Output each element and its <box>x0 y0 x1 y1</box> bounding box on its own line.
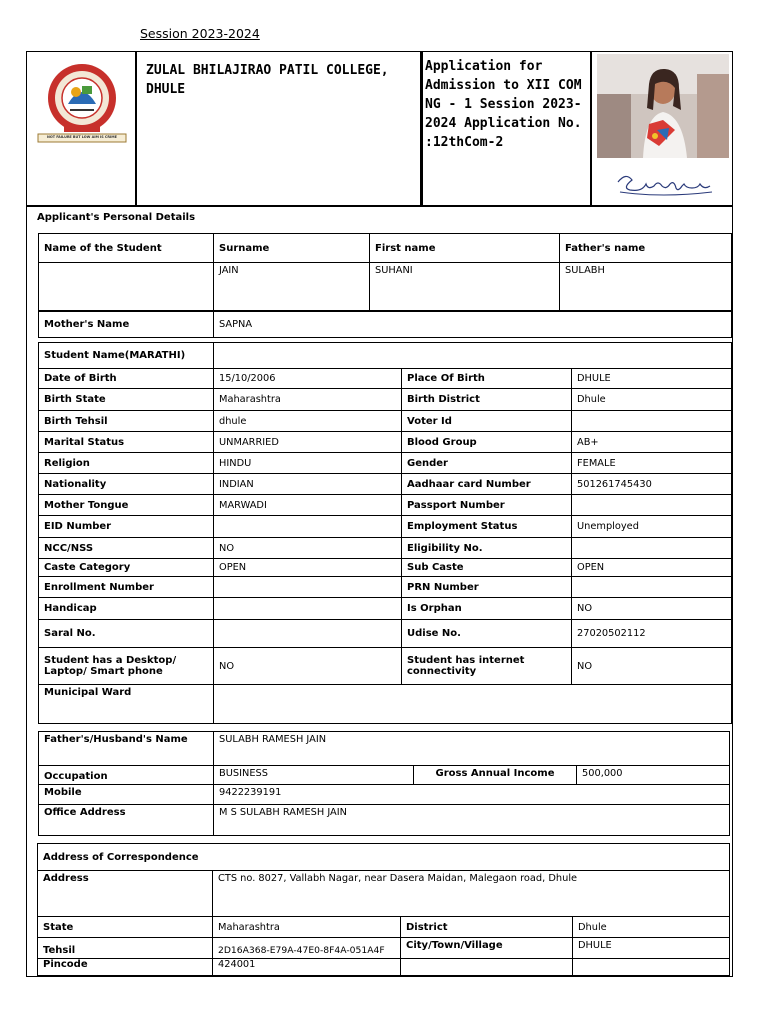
detail-value: Unemployed <box>572 516 732 538</box>
detail-value: AB+ <box>572 432 732 453</box>
student-signature <box>612 168 722 198</box>
detail-label: Blood Group <box>402 432 572 453</box>
detail-value <box>572 411 732 432</box>
detail-row <box>39 389 732 411</box>
office-address-label: Office Address <box>39 805 214 836</box>
mother-name-value: SAPNA <box>214 311 732 338</box>
mother-name-label: Mother's Name <box>39 311 214 338</box>
pincode-label: Pincode <box>38 959 213 976</box>
name-of-student-label: Name of the Student <box>39 234 214 263</box>
detail-label: Birth District <box>402 389 572 411</box>
detail-value <box>214 516 402 538</box>
logo-motto: NOT FAILURE BUT LOW AIM IS CRIME <box>47 135 117 139</box>
state-label: State <box>38 917 213 938</box>
detail-row <box>39 474 732 495</box>
occupation-label: Occupation <box>39 766 214 785</box>
detail-label: Student has a Desktop/ Laptop/ Smart phone <box>39 648 214 685</box>
detail-row <box>39 432 732 453</box>
detail-value: UNMARRIED <box>214 432 402 453</box>
father-table <box>38 731 730 836</box>
municipal-ward-label: Municipal Ward <box>39 685 214 724</box>
detail-value: NO <box>214 538 402 559</box>
detail-value <box>214 620 402 648</box>
detail-label: PRN Number <box>402 577 572 598</box>
address-table <box>37 843 730 976</box>
personal-details-title: Applicant's Personal Details <box>37 212 196 223</box>
office-address-value: M S SULABH RAMESH JAIN <box>214 805 730 836</box>
pincode-value: 424001 <box>213 959 401 976</box>
father-name-value: SULABH RAMESH JAIN <box>214 732 730 766</box>
detail-value: OPEN <box>214 559 402 577</box>
district-label: District <box>401 917 573 938</box>
address-label: Address <box>38 871 213 917</box>
detail-row <box>39 411 732 432</box>
college-logo <box>30 56 134 204</box>
fathername-value: SULABH <box>560 263 732 312</box>
detail-label: Marital Status <box>39 432 214 453</box>
detail-label: Is Orphan <box>402 598 572 620</box>
detail-row <box>39 598 732 620</box>
tehsil-value: 2D16A368-E79A-47E0-8F4A-051A4F <box>213 938 401 959</box>
state-value: Maharashtra <box>213 917 401 938</box>
fathername-label: Father's name <box>560 234 732 263</box>
detail-value <box>214 577 402 598</box>
detail-row <box>39 369 732 389</box>
mobile-value: 9422239191 <box>214 785 730 805</box>
detail-label: Passport Number <box>402 495 572 516</box>
detail-value: Dhule <box>572 389 732 411</box>
marathi-name-label: Student Name(MARATHI) <box>39 343 214 369</box>
detail-value: OPEN <box>572 559 732 577</box>
detail-label: Mother Tongue <box>39 495 214 516</box>
father-name-label: Father's/Husband's Name <box>39 732 214 766</box>
detail-label: Udise No. <box>402 620 572 648</box>
detail-label: EID Number <box>39 516 214 538</box>
detail-row <box>39 516 732 538</box>
detail-value: 15/10/2006 <box>214 369 402 389</box>
income-value: 500,000 <box>577 766 730 785</box>
detail-row <box>39 577 732 598</box>
detail-value: FEMALE <box>572 453 732 474</box>
detail-label: Sub Caste <box>402 559 572 577</box>
detail-value: NO <box>572 648 732 685</box>
detail-label: Date of Birth <box>39 369 214 389</box>
detail-label: Religion <box>39 453 214 474</box>
detail-label: Handicap <box>39 598 214 620</box>
detail-value: NO <box>572 598 732 620</box>
city-label: City/Town/Village <box>401 938 573 959</box>
detail-value <box>572 577 732 598</box>
city-value: DHULE <box>573 938 730 959</box>
address-section-title: Address of Correspondence <box>38 844 730 871</box>
detail-label: Aadhaar card Number <box>402 474 572 495</box>
detail-row <box>39 648 732 685</box>
name-table <box>38 233 732 312</box>
mother-table <box>38 310 732 338</box>
detail-label: Birth State <box>39 389 214 411</box>
surname-label: Surname <box>214 234 370 263</box>
occupation-value: BUSINESS <box>214 766 414 785</box>
detail-value: INDIAN <box>214 474 402 495</box>
detail-label: Voter Id <box>402 411 572 432</box>
detail-value: 501261745430 <box>572 474 732 495</box>
surname-value: JAIN <box>214 263 370 312</box>
detail-value: 27020502112 <box>572 620 732 648</box>
detail-row <box>39 559 732 577</box>
application-title: Application for Admission to XII COM NG - 1 Session 2023-2024 Application No. :12thCom-2 <box>425 59 582 150</box>
address-value: CTS no. 8027, Vallabh Nagar, near Dasera Maidan, Malegaon road, Dhule <box>213 871 730 917</box>
detail-label: Employment Status <box>402 516 572 538</box>
detail-row <box>39 538 732 559</box>
student-photo <box>597 54 729 158</box>
detail-label: NCC/NSS <box>39 538 214 559</box>
income-label: Gross Annual Income <box>414 766 577 785</box>
detail-value <box>214 598 402 620</box>
detail-row <box>39 620 732 648</box>
detail-row <box>39 453 732 474</box>
detail-label: Saral No. <box>39 620 214 648</box>
detail-value: DHULE <box>572 369 732 389</box>
detail-value <box>572 538 732 559</box>
firstname-value: SUHANI <box>370 263 560 312</box>
detail-value <box>572 495 732 516</box>
municipal-ward-value <box>214 685 732 724</box>
firstname-label: First name <box>370 234 560 263</box>
detail-label: Caste Category <box>39 559 214 577</box>
details-table <box>38 342 732 724</box>
detail-label: Enrollment Number <box>39 577 214 598</box>
detail-label: Gender <box>402 453 572 474</box>
session-heading: Session 2023-2024 <box>140 26 260 41</box>
detail-label: Place Of Birth <box>402 369 572 389</box>
detail-value: Maharashtra <box>214 389 402 411</box>
mobile-label: Mobile <box>39 785 214 805</box>
tehsil-label: Tehsil <box>38 938 213 959</box>
district-value: Dhule <box>573 917 730 938</box>
detail-value: dhule <box>214 411 402 432</box>
detail-value: MARWADI <box>214 495 402 516</box>
detail-label: Nationality <box>39 474 214 495</box>
detail-value: HINDU <box>214 453 402 474</box>
detail-label: Eligibility No. <box>402 538 572 559</box>
detail-label: Student has internet connectivity <box>402 648 572 685</box>
detail-value: NO <box>214 648 402 685</box>
marathi-name-value <box>214 343 732 369</box>
detail-label: Birth Tehsil <box>39 411 214 432</box>
college-name: ZULAL BHILAJIRAO PATIL COLLEGE, DHULE <box>146 63 389 97</box>
detail-row <box>39 495 732 516</box>
